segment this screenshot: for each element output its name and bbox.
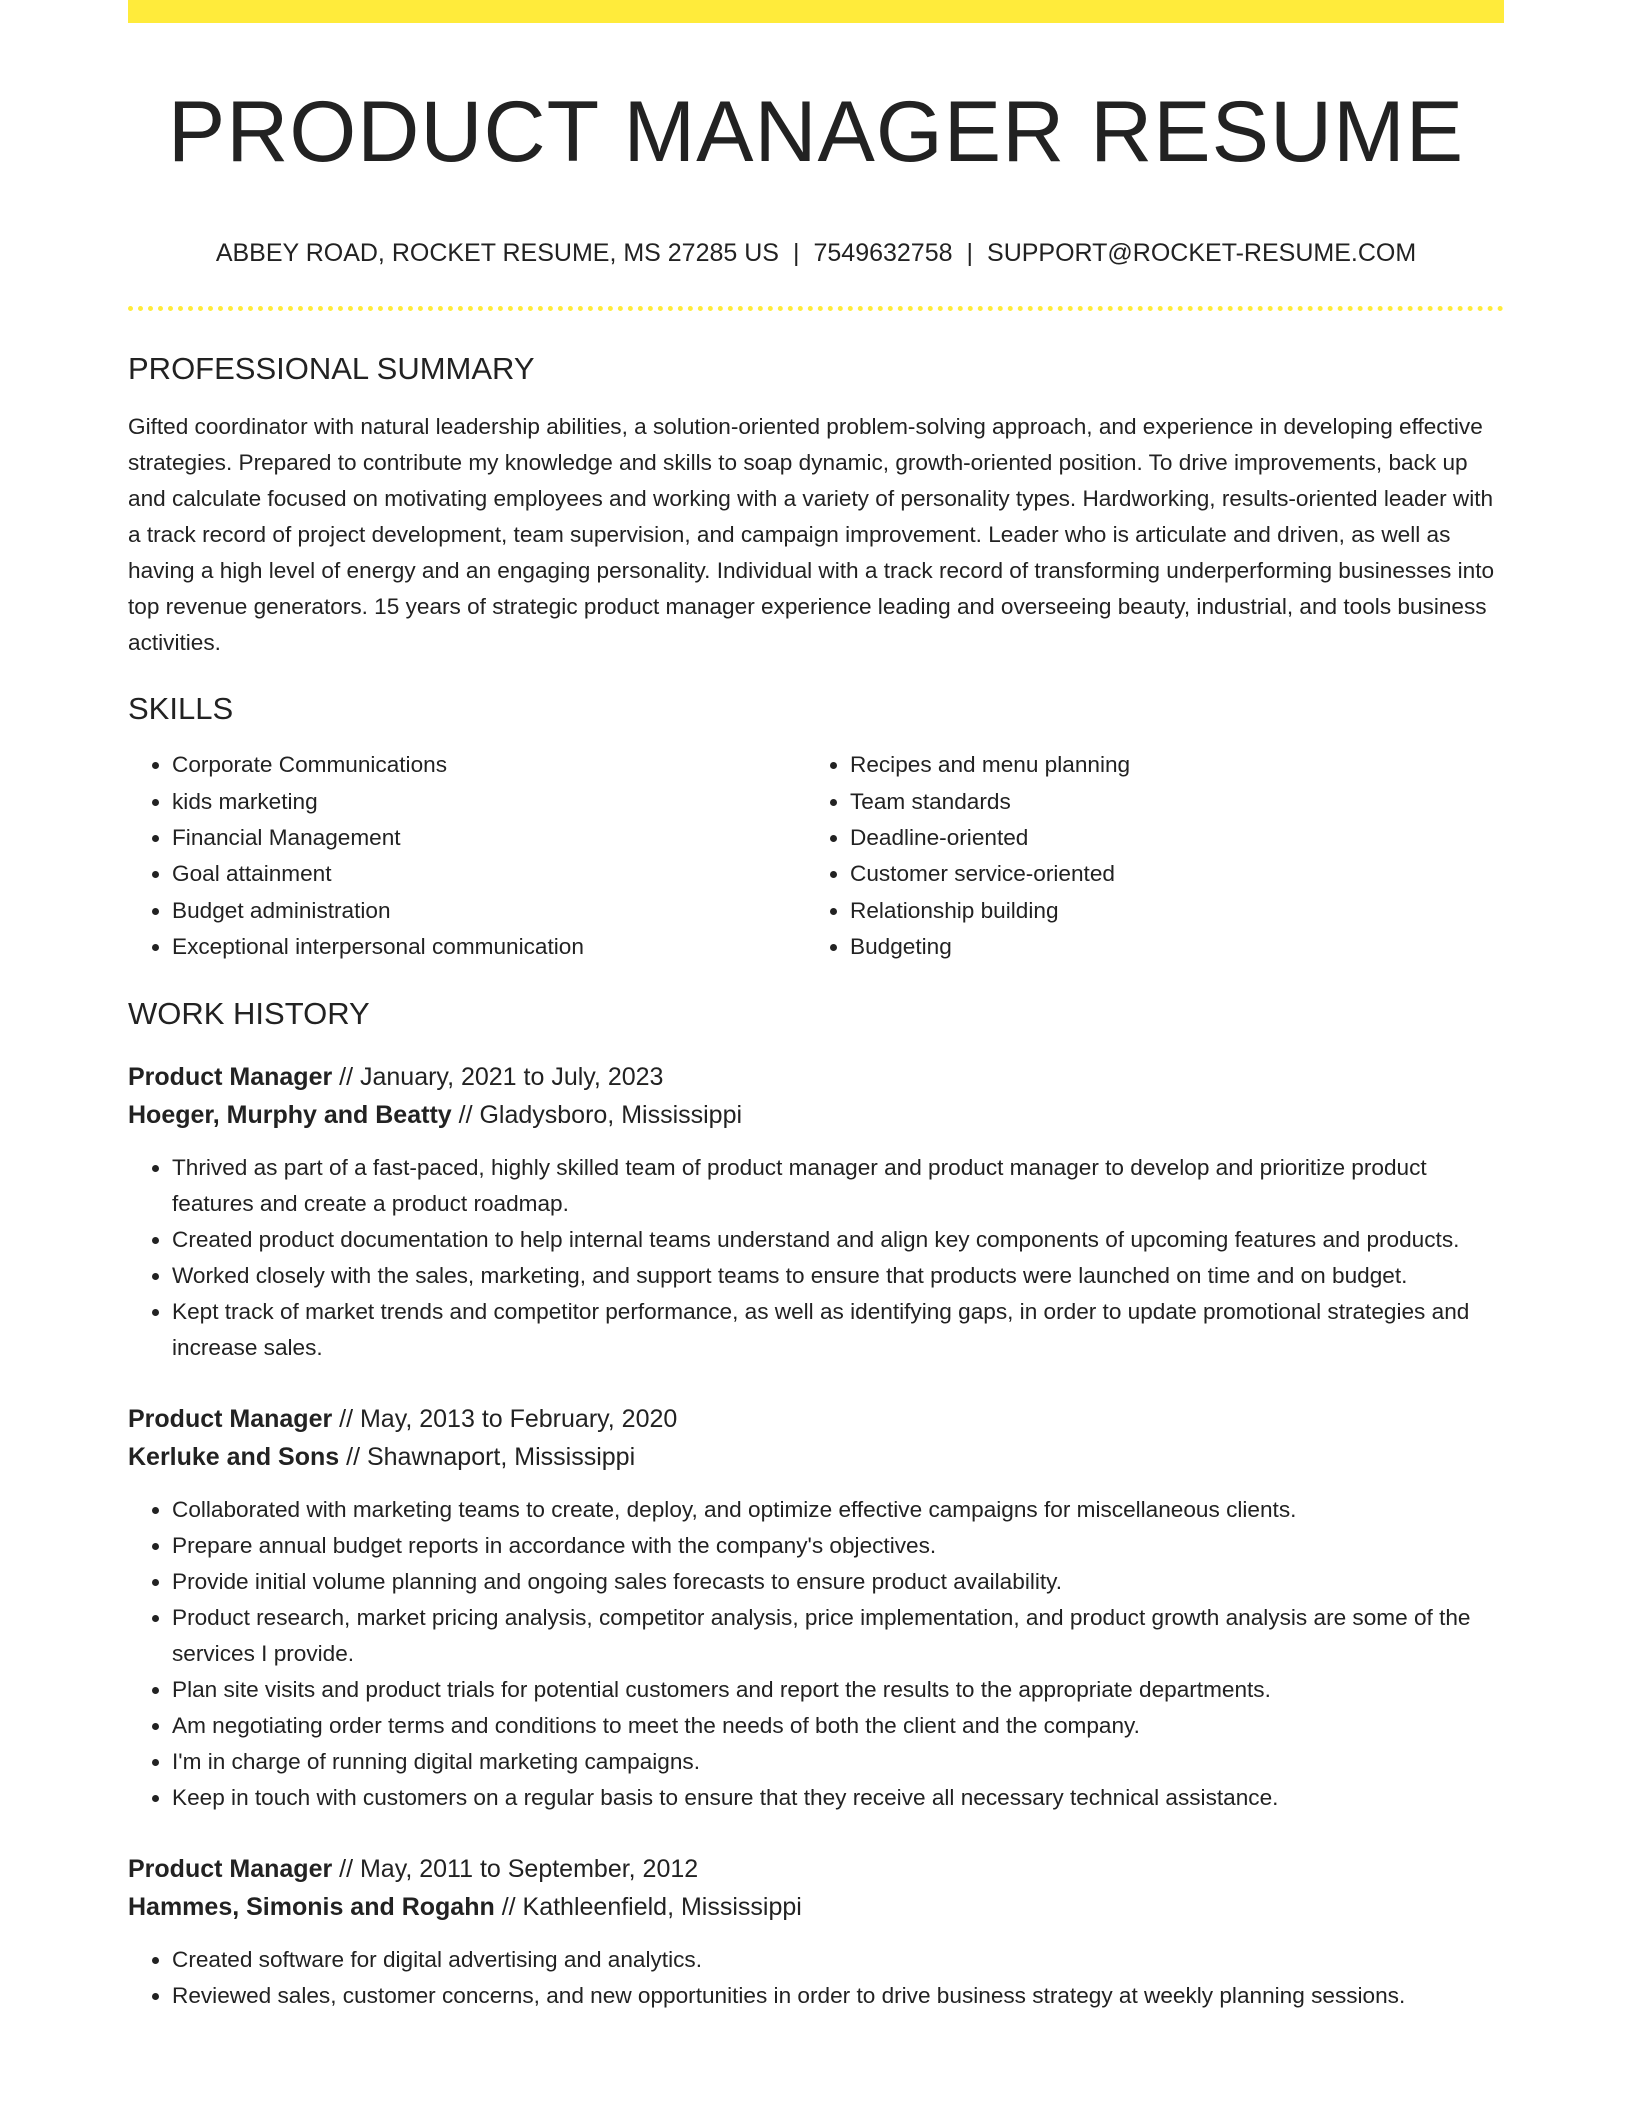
job-bullet: • Provide initial volume planning and ongoing sales forecasts to ensure product availability.: [172, 1564, 1504, 1600]
job-title-line: [128, 1850, 1504, 1888]
phone: 7549632758: [813, 239, 953, 268]
skill-item: • Customer service-oriented: [850, 856, 1484, 892]
job-title: Product Manager: [128, 1854, 333, 1883]
job-bullet: • Keep in touch with customers on a regular basis to ensure that they receive all necessary technical assistance.: [172, 1780, 1504, 1816]
skill-item: • Recipes and menu planning: [850, 747, 1484, 783]
separator: |: [792, 239, 800, 268]
skill-item: • Budgeting: [850, 929, 1484, 965]
separator: |: [966, 239, 974, 268]
job-company: Hammes, Simonis and Rogahn: [128, 1892, 495, 1921]
job-bullet: • Prepare annual budget reports in accordance with the company's objectives.: [172, 1528, 1504, 1564]
dotted-divider: [128, 306, 1504, 311]
job-bullet: • I'm in charge of running digital marketing campaigns.: [172, 1744, 1504, 1780]
job-location: // Kathleenfield, Mississippi: [494, 1892, 802, 1921]
job-company: Kerluke and Sons: [128, 1442, 340, 1471]
job-entry: [128, 1058, 1504, 1366]
email: SUPPORT@ROCKET-RESUME.COM: [987, 239, 1417, 268]
job-company-line: [128, 1888, 1504, 1926]
job-location: // Shawnaport, Mississippi: [339, 1442, 636, 1471]
contact-line: [128, 239, 1504, 268]
skill-item: • Exceptional interpersonal communication: [172, 929, 806, 965]
section-heading-summary: PROFESSIONAL SUMMARY: [128, 351, 535, 387]
skills-list-left: [128, 747, 806, 965]
job-title-line: [128, 1058, 1504, 1096]
skill-item: • Budget administration: [172, 893, 806, 929]
skill-item: • Financial Management: [172, 820, 806, 856]
job-bullet: • Created product documentation to help internal teams understand and align key components of upcoming features and products.: [172, 1222, 1504, 1258]
summary-text: Gifted coordinator with natural leadership abilities, a solution-oriented problem-solving approach, and experience in developing effective strategies. Prepared to contribute my knowledge and skills to soap dynamic, growth-oriented position. To drive improvements, back up and calculate focused on motivating employees and working with a variety of personality types. Hardworking, results-oriented leader with a track record of project development, team supervision, and campaign improvement. Leader who is articulate and driven, as well as having a high level of energy and an engaging personality. Individual with a track record of transforming underperforming businesses into top revenue generators. 15 years of strategic product manager experience leading and overseeing beauty, industrial, and tools business activities.: [128, 414, 1495, 656]
section-heading-skills: SKILLS: [128, 691, 234, 727]
job-bullet: • Reviewed sales, customer concerns, and new opportunities in order to drive business strategy at weekly planning sessions.: [172, 1978, 1504, 2014]
address: ABBEY ROAD, ROCKET RESUME, MS 27285 US: [215, 239, 779, 268]
section-heading-work-history: WORK HISTORY: [128, 995, 370, 1031]
job-bullet: • Collaborated with marketing teams to create, deploy, and optimize effective campaigns for miscellaneous clients.: [172, 1492, 1504, 1528]
job-entry: [128, 1400, 1504, 1816]
skills-list-right: [806, 747, 1484, 965]
skill-item: • Goal attainment: [172, 856, 806, 892]
job-bullets: [128, 1150, 1504, 1366]
skill-item: • Team standards: [850, 784, 1484, 820]
resume-page: [128, 0, 1504, 2014]
job-dates: // May, 2013 to February, 2020: [332, 1404, 678, 1433]
job-bullet: • Thrived as part of a fast-paced, highly skilled team of product manager and product manager to develop and prioritize product features and create a product roadmap.: [172, 1150, 1504, 1222]
skill-item: • kids marketing: [172, 784, 806, 820]
job-location: // Gladysboro, Mississippi: [451, 1100, 743, 1129]
job-company-line: [128, 1096, 1504, 1134]
job-bullet: • Product research, market pricing analysis, competitor analysis, price implementation, and product growth analysis are some of the services I provide.: [172, 1600, 1504, 1672]
job-bullets: [128, 1492, 1504, 1816]
job-dates: // May, 2011 to September, 2012: [332, 1854, 699, 1883]
job-bullet: • Created software for digital advertising and analytics.: [172, 1942, 1504, 1978]
job-title-line: [128, 1400, 1504, 1438]
job-title: Product Manager: [128, 1404, 333, 1433]
resume-title: PRODUCT MANAGER RESUME: [167, 84, 1465, 180]
skill-item: • Deadline-oriented: [850, 820, 1484, 856]
job-company-line: [128, 1438, 1504, 1476]
top-accent-bar: [128, 0, 1504, 23]
job-dates: // January, 2021 to July, 2023: [332, 1062, 664, 1091]
job-bullet: • Plan site visits and product trials for potential customers and report the results to the appropriate departments.: [172, 1672, 1504, 1708]
job-company: Hoeger, Murphy and Beatty: [128, 1100, 452, 1129]
job-bullet: • Am negotiating order terms and conditions to meet the needs of both the client and the company.: [172, 1708, 1504, 1744]
skill-item: • Corporate Communications: [172, 747, 806, 783]
skills-grid: [128, 747, 1504, 965]
job-bullet: • Worked closely with the sales, marketing, and support teams to ensure that products were launched on time and on budget.: [172, 1258, 1504, 1294]
job-title: Product Manager: [128, 1062, 333, 1091]
job-bullets: [128, 1942, 1504, 2014]
skill-item: • Relationship building: [850, 893, 1484, 929]
job-bullet: • Kept track of market trends and competitor performance, as well as identifying gaps, in order to update promotional strategies and increase sales.: [172, 1294, 1504, 1366]
job-entry: [128, 1850, 1504, 2014]
